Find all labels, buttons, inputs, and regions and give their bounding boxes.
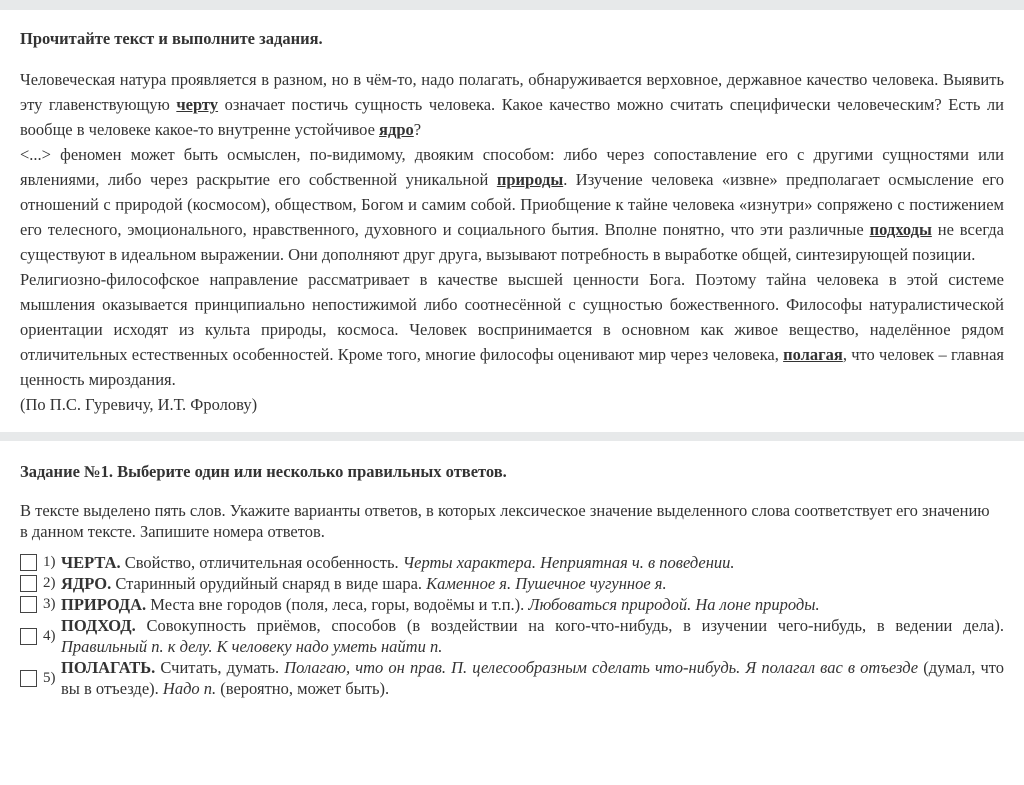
option-definition: Свойство, отличительная особенность. xyxy=(120,553,403,572)
option-number: 3) xyxy=(43,596,56,612)
option-definition: Места вне городов (поля, леса, горы, водоёмы и т.п.). xyxy=(146,595,529,614)
task-instructions-line-2: в данном тексте. Запишите номера ответов. xyxy=(20,522,325,541)
option-text xyxy=(61,552,1004,573)
highlighted-word-polagaya: полагая xyxy=(783,345,843,364)
text-fragment: Религиозно-философское направление рассматривает в качестве высшей ценности Бога. Поэтому тайна человека в этой системе мышления оказывается принципиально непостижимой либо соотнесённой с сущностью божественного. Философы натуралистической ориентации исходят из культа природы, космоса. Человек воспринимается в основном как живое вещество, наделённое рядом отличительных естественных особенностей. Кроме того, многие философы оценивают мир через человека, xyxy=(20,270,1004,364)
task-section xyxy=(0,441,1024,699)
reading-text xyxy=(20,67,1004,417)
option-text xyxy=(61,594,1004,615)
highlighted-word-cherta: черту xyxy=(176,95,219,114)
option-number: 4) xyxy=(43,627,56,644)
option-word: ПОДХОД. xyxy=(61,616,136,635)
option-number: 5) xyxy=(43,669,56,686)
answer-option-3 xyxy=(20,594,1004,615)
option-word: ПОЛАГАТЬ. xyxy=(61,658,156,677)
top-band xyxy=(0,0,1024,10)
reading-heading: Прочитайте текст и выполните задания. xyxy=(20,29,323,48)
answer-checkbox-1[interactable] xyxy=(20,554,37,571)
paragraph-1 xyxy=(20,67,1004,142)
option-text xyxy=(61,657,1004,699)
option-example: Полагаю, что он прав. П. целесообразным сделать что-нибудь. Я полагал вас в отъезде xyxy=(284,658,919,677)
text-fragment: , что человек – главная ценность мироздания. xyxy=(20,345,1004,389)
option-example-2: Надо п. xyxy=(162,679,217,698)
option-number: 2) xyxy=(43,575,56,591)
section-divider-band xyxy=(0,432,1024,441)
text-fragment: Человеческая натура проявляется в разном, но в чём-то, надо полагать, обнаруживается верховное, державное качество человека. Выявить эту главенствующую xyxy=(20,70,1004,114)
text-fragment: ? xyxy=(413,120,422,139)
answer-checkbox-3[interactable] xyxy=(20,596,37,613)
reading-section xyxy=(0,10,1024,417)
text-fragment: <...> феномен может быть осмыслен, по-видимому, двояким способом: либо через сопоставление его с другими сущностями или явлениями, либо через раскрытие его собственной уникальной xyxy=(20,145,1004,189)
option-word: ЧЕРТА. xyxy=(61,553,121,572)
text-fragment: . Изучение человека «извне» предполагает осмысление его отношений с природой (космосом), обществом, Богом и самим собой. Приобщение к тайне человека «изнутри» сопряжено с постижением его телесного, эмоционального, нравственного, духовного и социального бытия. Вполне понятно, что эти различные xyxy=(20,170,1004,239)
answer-options xyxy=(20,552,1004,699)
option-definition: Старинный орудийный снаряд в виде шара. xyxy=(111,574,427,593)
option-word: ПРИРОДА. xyxy=(61,595,147,614)
option-example: Каменное я. Пушечное чугунное я. xyxy=(426,574,667,593)
paragraph-2 xyxy=(20,142,1004,267)
answer-option-2 xyxy=(20,573,1004,594)
answer-checkbox-4[interactable] xyxy=(20,628,37,645)
highlighted-word-yadro: ядро xyxy=(379,120,414,139)
answer-option-5 xyxy=(20,657,1004,699)
option-word: ЯДРО. xyxy=(61,574,112,593)
option-text xyxy=(61,573,1004,594)
option-gloss: (думал, что вы в отъезде). xyxy=(61,658,1004,698)
answer-checkbox-2[interactable] xyxy=(20,575,37,592)
task-heading: Задание №1. Выберите один или несколько правильных ответов. xyxy=(20,462,507,481)
option-example: Черты характера. Неприятная ч. в поведении. xyxy=(402,553,735,572)
answer-checkbox-5[interactable] xyxy=(20,670,37,687)
option-text xyxy=(61,615,1004,657)
option-example: Любоваться природой. На лоне природы. xyxy=(528,595,820,614)
highlighted-word-priroda: природы xyxy=(496,170,564,189)
option-gloss-2: (вероятно, может быть). xyxy=(216,679,390,698)
option-definition: Совокупность приёмов, способов (в воздействии на кого-что-нибудь, в изучении чего-нибудь, в ведении дела). xyxy=(135,616,1004,635)
answer-option-4 xyxy=(20,615,1004,657)
text-fragment: означает постичь сущность человека. Какое качество можно считать специфически человеческим? Есть ли вообще в человеке какое-то внутренне устойчивое xyxy=(20,95,1004,139)
source-citation: (По П.С. Гуревичу, И.Т. Фролову) xyxy=(20,395,258,414)
paragraph-3 xyxy=(20,267,1004,392)
option-example: Правильный п. к делу. К человеку надо уметь найти п. xyxy=(61,637,443,656)
task-instructions xyxy=(20,500,1004,542)
text-fragment: не всегда существуют в идеальном выражении. Они дополняют друг друга, вызывают потребность в выработке общей, синтезирующей позиции. xyxy=(20,220,1004,264)
task-instructions-line-1: В тексте выделено пять слов. Укажите варианты ответов, в которых лексическое значение выделенного слова соответствует его значению xyxy=(20,501,990,520)
option-number: 1) xyxy=(43,554,56,570)
highlighted-word-podkhody: подходы xyxy=(869,220,932,239)
answer-option-1 xyxy=(20,552,1004,573)
option-definition: Считать, думать. xyxy=(155,658,285,677)
